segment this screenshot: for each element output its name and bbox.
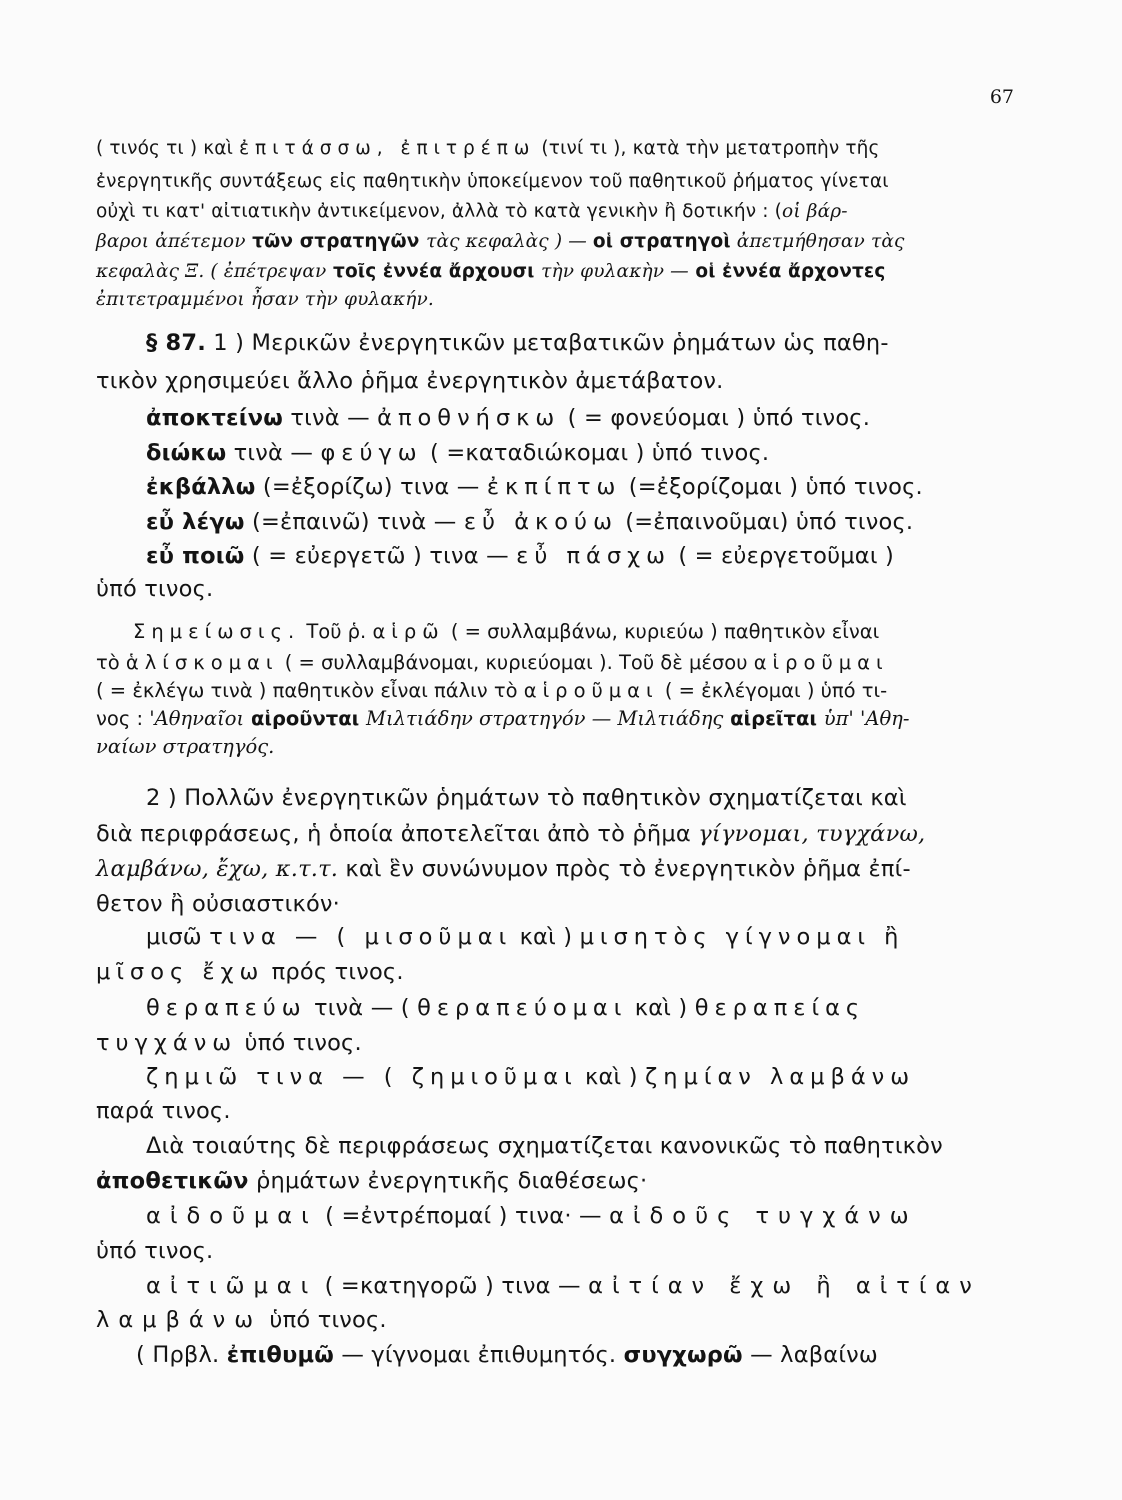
text-line: ὑπό τινος.	[96, 1238, 214, 1264]
text-line: Διὰ τοιαύτης δὲ περιφράσεως σχηματίζεται κανονικῶς τὸ παθητικὸν	[146, 1133, 943, 1159]
example-line: ζημιῶ τινα — ( ζημιοῦμαι καὶ ) ζημίαν λαμβάνω	[146, 1064, 916, 1090]
example-line: ἐκβάλλω (=ἐξορίζω) τινα — ἐκπίπτω (=ἐξορίζομαι ) ὑπό τινος.	[146, 474, 923, 500]
note-line: νος : 'Αθηναῖοι αἱροῦνται Μιλτιάδην στρατηγόν — Μιλτιάδης αἱρεῖται ὑπ' 'Αθη-	[96, 707, 910, 730]
text-line: διὰ περιφράσεως, ἡ ὁποία ἀποτελεῖται ἀπὸ τὸ ῥῆμα γίγνομαι, τυγχάνω,	[96, 821, 926, 847]
section-number: § 87.	[146, 330, 206, 356]
example-line: διώκω τινὰ — φεύγω ( =καταδιώκομαι ) ὑπό τινος.	[146, 440, 770, 466]
example-line: αἰτιῶμαι ( =κατηγορῶ ) τινα — αἰτίαν ἔχω ἢ αἰτίαν	[146, 1273, 981, 1299]
text-line: ἐνεργητικῆς συντάξεως εἰς παθητικὴν ὑποκείμενον τοῦ παθητικοῦ ῥήματος γίνεται	[96, 171, 889, 192]
text-line: ὑπό τινος.	[96, 576, 214, 602]
example-line: μισῶ τινα — ( μισοῦμαι καὶ ) μισητὸς γίγνομαι ἢ	[146, 924, 905, 950]
text-line: ἀποθετικῶν ῥημάτων ἐνεργητικῆς διαθέσεως·	[96, 1168, 648, 1194]
text-line: 2 ) Πολλῶν ἐνεργητικῶν ῥημάτων τὸ παθητικὸν σχηματίζεται καὶ	[146, 785, 907, 811]
text-line: οὐχὶ τι κατ' αἰτιατικὴν ἀντικείμενον, ἀλλὰ τὸ κατὰ γενικὴν ἢ δοτικήν : (οἱ βάρ-	[96, 201, 848, 222]
section-heading: § 87. 1 ) Μερικῶν ἐνεργητικῶν μεταβατικῶν ῥημάτων ὡς παθη-	[146, 330, 889, 356]
text-line: λαμβάνω, ἔχω, κ.τ.τ. καὶ ἓν συνώνυμον πρὸς τὸ ἐνεργητικὸν ῥῆμα ἐπί-	[96, 856, 911, 882]
text-line: παρά τινος.	[96, 1098, 231, 1124]
text-line: κεφαλὰς Ξ. ( ἐπέτρεψαν τοῖς ἐννέα ἄρχουσι τὴν φυλακὴν — οἱ ἐννέα ἄρχοντες	[96, 261, 886, 282]
text-line: βαροι ἀπέτεμον τῶν στρατηγῶν τὰς κεφαλὰς ) — οἱ στρατηγοὶ ἀπετμήθησαν τὰς	[96, 231, 905, 252]
text-line: ( Πρβλ. ἐπιθυμῶ — γίγνομαι ἐπιθυμητός. συγχωρῶ — λαβαίνω	[136, 1342, 878, 1368]
note-label: Σημείωσις.	[133, 620, 301, 643]
text-line: τικὸν χρησιμεύει ἄλλο ῥῆμα ἐνεργητικὸν ἀμετάβατον.	[96, 368, 724, 394]
example-line: εὖ λέγω (=ἐπαινῶ) τινὰ — εὖ ἀκούω (=ἐπαινοῦμαι) ὑπό τινος.	[146, 509, 914, 535]
note-line: Σημείωσις. Τοῦ ῥ. αἱρῶ ( = συλλαμβάνω, κυριεύω ) παθητικὸν εἶναι	[133, 620, 880, 643]
example-line: μῖσος ἔχω πρός τινος.	[96, 959, 404, 985]
note-line: τὸ ἁλίσκομαι ( = συλλαμβάνομαι, κυριεύομαι ). Τοῦ δὲ μέσου αἱροῦμαι	[96, 651, 889, 674]
note-line: ( = ἐκλέγω τινὰ ) παθητικὸν εἶναι πάλιν τὸ αἱροῦμαι ( = ἐκλέγομαι ) ὑπό τι-	[96, 679, 888, 702]
example-line: αἰδοῦμαι ( =ἐντρέπομαί ) τινα· — αἰδοῦς τυγχάνω	[146, 1203, 918, 1229]
note-line: ναίων στρατηγός.	[96, 735, 275, 758]
example-line: ἀποκτείνω τινὰ — ἀποθνήσκω ( = φονεύομαι ) ὑπό τινος.	[146, 405, 871, 431]
example-line: λαμβάνω ὑπό τινος.	[96, 1307, 387, 1333]
text-line: ( τινός τι ) καὶ ἐπιτάσσω, ἐπιτρέπω (τινί τι ), κατὰ τὴν μετατροπὴν τῆς	[96, 138, 880, 159]
page-number: 67	[989, 86, 1014, 108]
text-line: ἐπιτετραμμένοι ἦσαν τὴν φυλακήν.	[96, 289, 434, 310]
example-line: εὖ ποιῶ ( = εὐεργετῶ ) τινα — εὖ πάσχω ( = εὐεργετοῦμαι )	[146, 543, 894, 569]
text-line: θετον ἢ οὐσιαστικόν·	[96, 891, 341, 917]
example-line: θεραπεύω τινὰ — ( θεραπεύομαι καὶ ) θεραπείας	[146, 995, 866, 1021]
example-line: τυγχάνω ὑπό τινος.	[96, 1030, 362, 1056]
